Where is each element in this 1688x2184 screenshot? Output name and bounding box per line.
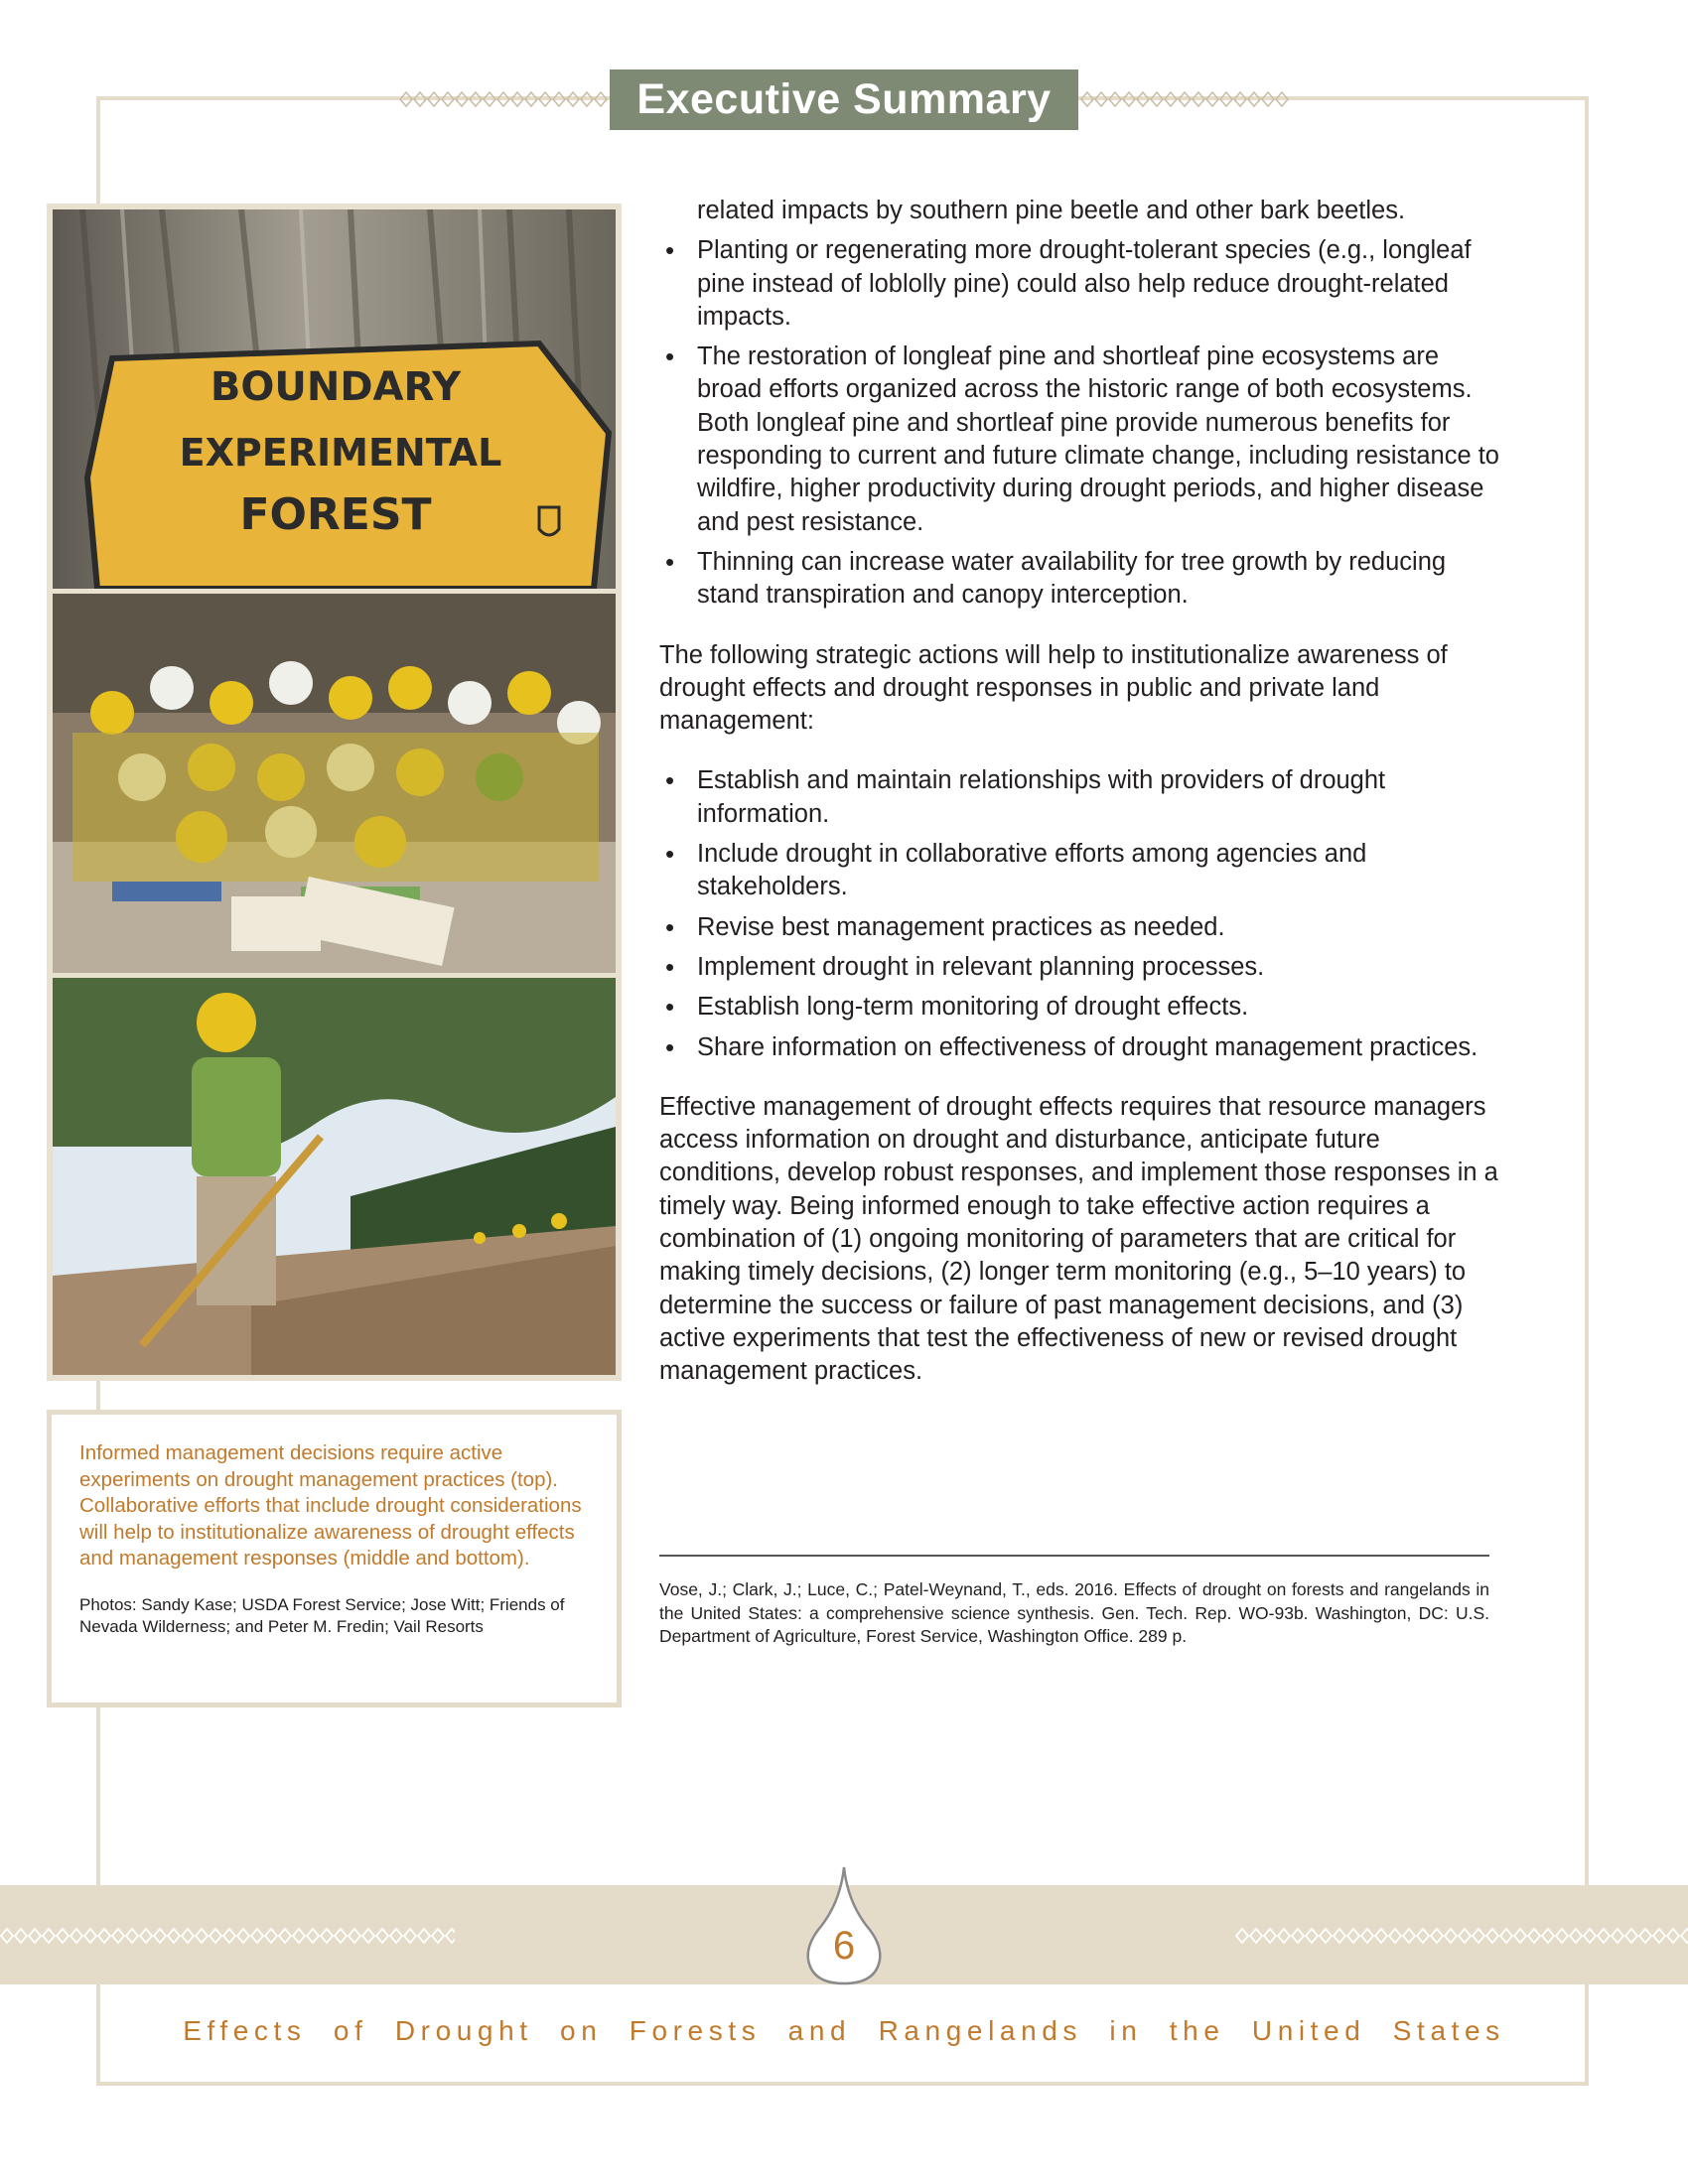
list-item: • The restoration of longleaf pine and shortleaf pine ecosystems are broad efforts organized across the historic range of both ecosystems. Both longleaf pine and shortleaf pine provide numerous benefits for responding to current and future climate change, including resistance to wildfire, higher productivity during drought periods, and higher disease and pest resistance. [659, 341, 1503, 539]
photo-credits: Photos: Sandy Kase; USDA Forest Service; Jose Witt; Friends of Nevada Wilderness; and Peter M. Fredin; Vail Resorts [79, 1594, 565, 1636]
continued-line: related impacts by southern pine beetle and other bark beetles. [697, 197, 1406, 224]
list-item: • Revise best management practices as needed. [659, 911, 1503, 944]
list-item: • Establish and maintain relationships with providers of drought information. [659, 764, 1503, 831]
photo-trail-crew [53, 978, 616, 1375]
header-ornament-left [399, 87, 608, 111]
photo-boundary-sign [53, 209, 616, 589]
header-ornament-right [1080, 87, 1289, 111]
caption-text: Informed management decisions require active experiments on drought management practices (top). Collaborative efforts that include drought considerations will help to institutionalize awareness of drought effects and management responses (middle and bottom). [79, 1441, 582, 1570]
list-item: • Share information on effectiveness of drought management practices. [659, 1031, 1503, 1064]
bullet-list-measures [659, 234, 1503, 612]
sign-text-line1: BOUNDARY [210, 364, 462, 410]
intro-paragraph: The following strategic actions will help to institutionalize awareness of drought effects and drought responses in public and private land management: [659, 640, 1448, 736]
page-title: Executive Summary [610, 69, 1078, 130]
photo-column [47, 204, 622, 1381]
photo-caption [47, 1410, 622, 1707]
list-item: • Include drought in collaborative efforts among agencies and stakeholders. [659, 838, 1503, 904]
list-item: • Establish long-term monitoring of drought effects. [659, 991, 1503, 1024]
footer-title: Effects of Drought on Forests and Rangelands in the United States [183, 2015, 1505, 2046]
footer-ornament-right [1235, 1924, 1688, 1948]
sign-text-line3: FOREST [239, 489, 432, 540]
list-item: • Planting or regenerating more drought-tolerant species (e.g., longleaf pine instead of loblolly pine) could also help reduce drought-related impacts. [659, 234, 1503, 334]
page-number: 6 [832, 1924, 856, 1968]
reference-citation: Vose, J.; Clark, J.; Luce, C.; Patel-Weynand, T., eds. 2016. Effects of drought on forests and rangelands in the United States: a comprehensive science synthesis. Gen. Tech. Rep. WO-93b. Washington, DC: U.S. Department of Agriculture, Forest Service, Washington Office. 289 p. [659, 1579, 1489, 1646]
sign-text-line2: EXPERIMENTAL [179, 431, 502, 475]
reference-divider [659, 1555, 1489, 1557]
closing-paragraph: Effective management of drought effects requires that resource managers access information on drought and disturbance, anticipate future conditions, develop robust responses, and implement those responses in a timely way. Being informed enough to take effective action requires a combination of (1) ongoing monitoring of parameters that are critical for making timely decisions, (2) longer term monitoring (e.g., 5–10 years) to determine the success or failure of past management decisions, and (3) active experiments that test the effectiveness of new or revised drought management practices. [659, 1092, 1498, 1386]
list-item: • Implement drought in relevant planning processes. [659, 951, 1503, 984]
photo-volunteer-group [53, 594, 616, 973]
list-item: • Thinning can increase water availability for tree growth by reducing stand transpiration and canopy interception. [659, 546, 1503, 613]
bullet-list-strategic-actions [659, 764, 1503, 1063]
body-text [659, 195, 1503, 1389]
footer-ornament-left [0, 1924, 455, 1948]
